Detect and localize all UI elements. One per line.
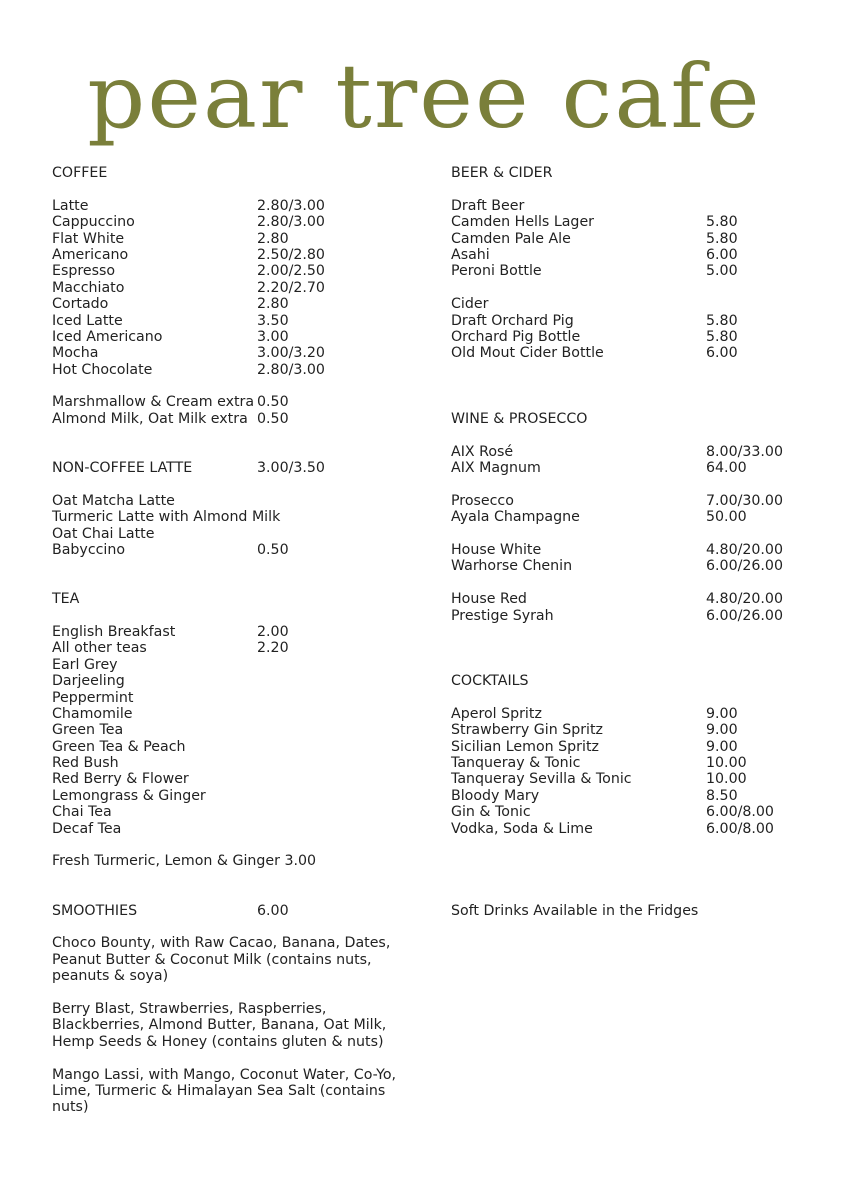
menu-item-name: Almond Milk, Oat Milk extra (52, 410, 248, 427)
non-coffee-heading: NON-COFFEE LATTE 3.00/3.50 (52, 460, 325, 477)
menu-item-name: Lemongrass & Ginger (52, 787, 206, 804)
menu-item (451, 804, 841, 820)
menu-item-price: 4.80/20.00 (706, 541, 783, 558)
menu-item (451, 558, 841, 574)
menu-item (52, 640, 432, 656)
menu-item-name: Green Tea (52, 722, 124, 739)
menu-item (451, 444, 841, 460)
menu-item-price: 2.50/2.80 (257, 246, 325, 263)
coffee-extras-list (52, 394, 432, 427)
menu-item (451, 345, 841, 361)
menu-item-price: 6.00/26.00 (706, 607, 783, 624)
menu-item-price: 2.20 (257, 640, 289, 657)
menu-item (52, 362, 432, 378)
menu-item-name: Draft Orchard Pig (451, 312, 574, 329)
fresh-turmeric-item: Fresh Turmeric, Lemon & Ginger 3.00 (52, 853, 317, 870)
menu-item (52, 296, 432, 312)
menu-item (52, 722, 432, 738)
menu-item-name: Macchiato (52, 279, 125, 296)
wine-list (451, 444, 841, 624)
menu-item-name: Latte (52, 197, 89, 214)
menu-item-name: Strawberry Gin Spritz (451, 722, 603, 739)
smoothie-item: Mango Lassi, with Mango, Coconut Water, Co-Yo, Lime, Turmeric & Himalayan Sea Salt (contains nuts) (52, 1066, 397, 1116)
menu-item-price: 9.00 (706, 738, 738, 755)
menu-item (52, 231, 432, 247)
menu-item (451, 509, 841, 525)
menu-item-price: 3.50 (257, 312, 289, 329)
menu-item-price: 6.00 (706, 246, 738, 263)
menu-item (52, 624, 432, 640)
menu-item (52, 411, 432, 427)
menu-item-name: Hot Chocolate (52, 361, 153, 378)
menu-item-price: 5.80 (706, 214, 738, 231)
menu-item-price: 3.00/3.20 (257, 345, 325, 362)
menu-item-price: 8.50 (706, 787, 738, 804)
menu-item (451, 591, 841, 607)
menu-item (451, 755, 841, 771)
menu-item-name: Prestige Syrah (451, 607, 554, 624)
cocktail-list (451, 706, 841, 837)
menu-item-name: All other teas (52, 640, 147, 657)
right-column (451, 165, 841, 919)
menu-item-price: 8.00/33.00 (706, 443, 783, 460)
menu-item-name: AIX Rosé (451, 443, 514, 460)
menu-item-price: 2.80/3.00 (257, 214, 325, 231)
menu-item-price: 0.50 (257, 541, 289, 558)
menu-item-name: Aperol Spritz (451, 705, 542, 722)
menu-item-name: Ayala Champagne (451, 509, 580, 526)
beer-list (451, 214, 841, 280)
menu-item (52, 804, 432, 820)
menu-item-price: 9.00 (706, 722, 738, 739)
beer-heading: BEER & CIDER (451, 165, 553, 181)
menu-item-price: 3.00 (257, 328, 289, 345)
menu-item-price: 6.00/8.00 (706, 820, 774, 837)
menu-item (52, 673, 432, 689)
menu-item-name: Chai Tea (52, 804, 112, 821)
menu-item-name: Turmeric Latte with Almond Milk (52, 509, 281, 526)
menu-item-price: 6.00 (706, 345, 738, 362)
menu-item-name: Prosecco (451, 492, 514, 509)
smoothie-item: Berry Blast, Strawberries, Raspberries, Blackberries, Almond Butter, Banana, Oat Milk, Hemp Seeds & Honey (contains gluten & nuts) (52, 1000, 387, 1050)
menu-item-price: 2.00/2.50 (257, 263, 325, 280)
smoothie-item: Choco Bounty, with Raw Cacao, Banana, Dates, Peanut Butter & Coconut Milk (contains nuts, peanuts & soya) (52, 935, 391, 985)
menu-item-name: Iced Americano (52, 328, 163, 345)
menu-item (52, 739, 432, 755)
menu-item-price: 50.00 (706, 509, 747, 526)
menu-item-price: 10.00 (706, 771, 747, 788)
menu-item-name: Tanqueray & Tonic (451, 755, 581, 772)
menu-item (52, 690, 432, 706)
menu-item-name: Asahi (451, 246, 490, 263)
menu-item-price: 2.80/3.00 (257, 361, 325, 378)
menu-item (52, 788, 432, 804)
menu-item-name: Tanqueray Sevilla & Tonic (451, 771, 632, 788)
menu-item-name: Marshmallow & Cream extra (52, 394, 255, 411)
menu-item (451, 263, 841, 279)
menu-item-price: 0.50 (257, 394, 289, 411)
soft-drinks-note: Soft Drinks Available in the Fridges (451, 902, 699, 919)
smoothies-heading: SMOOTHIES 6.00 (52, 902, 289, 919)
menu-item-name: Babyccino (52, 541, 126, 558)
menu-item (451, 329, 841, 345)
menu-item-name: Mocha (52, 345, 99, 362)
menu-item (451, 313, 841, 329)
menu-item-name: Vodka, Soda & Lime (451, 820, 593, 837)
menu-item-name: Green Tea & Peach (52, 738, 186, 755)
menu-item (451, 247, 841, 263)
menu-item-name: English Breakfast (52, 623, 176, 640)
menu-item-price: 5.80 (706, 230, 738, 247)
menu-item (52, 280, 432, 296)
menu-item (451, 231, 841, 247)
menu-item-name: Decaf Tea (52, 820, 122, 837)
menu-item-name: Orchard Pig Bottle (451, 328, 581, 345)
coffee-heading: COFFEE (52, 165, 108, 181)
menu-item-name: Cortado (52, 296, 109, 313)
menu-item-price: 6.00/8.00 (706, 804, 774, 821)
menu-item (451, 739, 841, 755)
coffee-list (52, 198, 432, 378)
tea-heading: TEA (52, 591, 80, 608)
menu-item-price: 7.00/30.00 (706, 492, 783, 509)
menu-item (52, 313, 432, 329)
menu-item-name: Peppermint (52, 689, 134, 706)
menu-item (451, 722, 841, 738)
menu-item-name: Americano (52, 246, 129, 263)
menu-item-price: 2.80 (257, 230, 289, 247)
menu-item-price: 0.50 (257, 410, 289, 427)
draft-beer-label: Draft Beer (451, 197, 525, 214)
menu-item-price: 2.80 (257, 296, 289, 313)
wine-heading: WINE & PROSECCO (451, 410, 588, 427)
non-coffee-list (52, 493, 432, 559)
menu-item (451, 788, 841, 804)
menu-item-name: Red Berry & Flower (52, 771, 189, 788)
menu-item (52, 214, 432, 230)
menu-item-name: Sicilian Lemon Spritz (451, 738, 599, 755)
menu-item (52, 657, 432, 673)
menu-item-name: Bloody Mary (451, 787, 540, 804)
menu-item-name: Oat Matcha Latte (52, 492, 175, 509)
menu-item (52, 509, 432, 525)
menu-item (52, 247, 432, 263)
cider-list (451, 313, 841, 362)
menu-item-price: 2.00 (257, 623, 289, 640)
left-column (52, 165, 432, 1116)
menu-item-price: 5.00 (706, 263, 738, 280)
cider-label: Cider (451, 296, 489, 313)
menu-item-price: 2.80/3.00 (257, 197, 325, 214)
menu-item-price: 64.00 (706, 460, 747, 477)
menu-item (52, 755, 432, 771)
menu-item (451, 493, 841, 509)
menu-item-name: Camden Hells Lager (451, 214, 595, 231)
menu-item-name: Oat Chai Latte (52, 525, 155, 542)
menu-item-price: 5.80 (706, 312, 738, 329)
menu-item-name: Iced Latte (52, 312, 123, 329)
menu-item (451, 460, 841, 476)
menu-item (52, 821, 432, 837)
menu-item-name: Red Bush (52, 755, 119, 772)
menu-item-name: Old Mout Cider Bottle (451, 345, 604, 362)
menu-item (451, 214, 841, 230)
menu-item-price: 2.20/2.70 (257, 279, 325, 296)
menu-item (451, 608, 841, 624)
menu-item (52, 345, 432, 361)
menu-item-name: Gin & Tonic (451, 804, 531, 821)
menu-item-name: House Red (451, 591, 527, 608)
menu-item-price: 6.00/26.00 (706, 558, 783, 575)
menu-item-name: House White (451, 541, 542, 558)
menu-item-name: Earl Grey (52, 656, 118, 673)
menu-item (52, 542, 432, 558)
menu-item (52, 706, 432, 722)
menu-item (52, 263, 432, 279)
menu-item-name: AIX Magnum (451, 460, 541, 477)
menu-item (52, 771, 432, 787)
menu-item-name: Chamomile (52, 705, 133, 722)
cocktails-heading: COCKTAILS (451, 673, 529, 690)
menu-item (52, 526, 432, 542)
menu-item (52, 329, 432, 345)
tea-list (52, 624, 432, 837)
menu-item-name: Cappuccino (52, 214, 135, 231)
menu-item-price: 4.80/20.00 (706, 591, 783, 608)
menu-item-name: Espresso (52, 263, 116, 280)
menu-item-name: Peroni Bottle (451, 263, 542, 280)
menu-item-price: 5.80 (706, 328, 738, 345)
menu-item (52, 394, 432, 410)
menu-item-name: Darjeeling (52, 673, 125, 690)
menu-item-name: Flat White (52, 230, 125, 247)
menu-item (451, 821, 841, 837)
menu-item (52, 493, 432, 509)
menu-item-name: Camden Pale Ale (451, 230, 571, 247)
menu-item-name: Warhorse Chenin (451, 558, 573, 575)
menu-item-price: 9.00 (706, 705, 738, 722)
menu-item-price: 10.00 (706, 755, 747, 772)
menu-item (451, 542, 841, 558)
menu-item (451, 771, 841, 787)
menu-item (451, 706, 841, 722)
page-title: pear tree cafe (87, 45, 762, 148)
menu-item (52, 198, 432, 214)
